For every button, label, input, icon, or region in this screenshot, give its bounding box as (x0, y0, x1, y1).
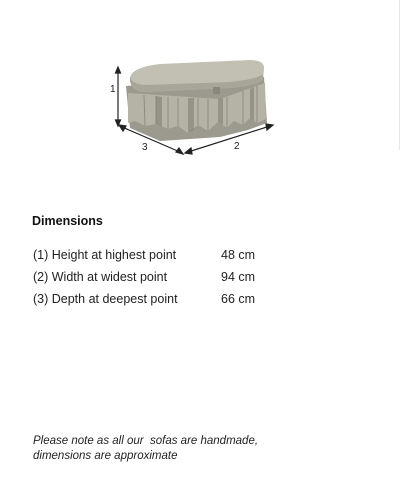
dimension-label: (2) Width at widest point (33, 270, 168, 284)
depth-marker-label: 3 (142, 142, 148, 153)
dimensions-list (33, 244, 293, 310)
width-marker-label: 2 (234, 141, 240, 152)
dimension-label: (1) Height at highest point (33, 248, 177, 262)
dimension-row-height (33, 244, 293, 266)
ottoman-dimension-diagram (100, 55, 290, 160)
dimension-value: 94 cm (221, 270, 256, 284)
dimension-value: 48 cm (221, 248, 256, 262)
dimension-label: (3) Depth at deepest point (33, 292, 178, 306)
ottoman-illustration (100, 55, 290, 160)
disclaimer-line-2: dimensions are approximate (33, 450, 178, 462)
handmade-disclaimer (33, 434, 333, 464)
disclaimer-line-1: Please note as all our sofas are handmade, (33, 435, 259, 447)
dimension-row-width (33, 266, 293, 288)
height-arrow (116, 67, 121, 126)
dimensions-heading: Dimensions (32, 214, 103, 228)
height-marker-label: 1 (110, 84, 116, 95)
dimension-row-depth (33, 288, 293, 310)
dimension-value: 66 cm (221, 292, 256, 306)
